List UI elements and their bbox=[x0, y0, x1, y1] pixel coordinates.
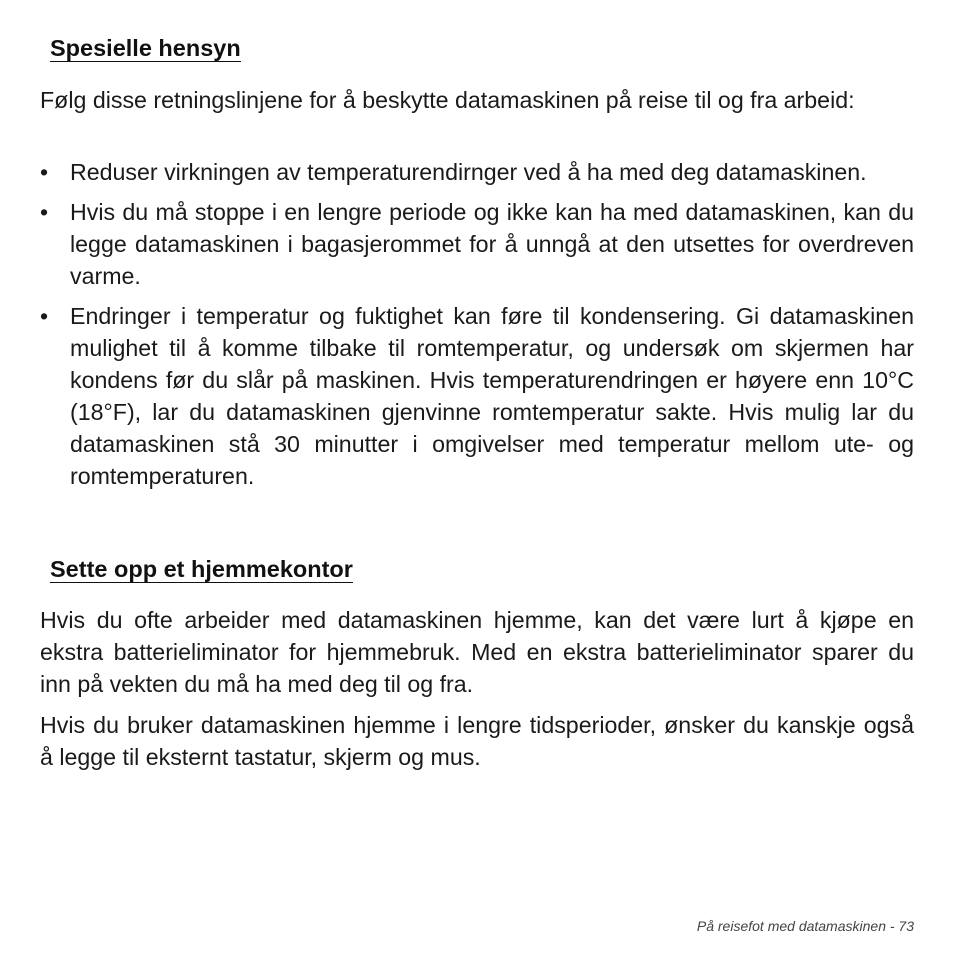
body-paragraph: Hvis du bruker datamaskinen hjemme i lengre tidsperioder, ønsker du kanskje også å legge til eksternt tastatur, skjerm og mus. bbox=[40, 712, 914, 770]
list-item bbox=[40, 156, 914, 188]
list-item-text: Hvis du må stoppe i en lengre periode og ikke kan ha med datamaskinen, kan du legge datamaskinen i bagasjerommet for å unngå at den utsettes for overdreven varme. bbox=[70, 199, 914, 289]
list-item bbox=[40, 196, 914, 292]
section-heading-spesielle-hensyn: Spesielle hensyn bbox=[50, 35, 241, 61]
bullet-icon: • bbox=[40, 303, 49, 329]
bullet-icon: • bbox=[40, 199, 49, 225]
body-paragraph: Hvis du ofte arbeider med datamaskinen hjemme, kan det være lurt å kjøpe en ekstra batterieliminator for hjemmebruk. Med en ekstra batterieliminator sparer du inn på vekten du må ha med deg til og fra. bbox=[40, 607, 914, 697]
page-footer: På reisefot med datamaskinen - 73 bbox=[696, 918, 914, 934]
list-item-text: Endringer i temperatur og fuktighet kan føre til kondensering. Gi datamaskinen mulighet til å komme tilbake til romtemperatur, og undersøk om skjermen har kondens før du slår på maskinen. Hvis temperaturendringen er høyere enn 10°C (18°F), lar du datamaskinen gjenvinne romtemperatur sakte. Hvis mulig lar du datamaskinen stå 30 minutter i omgivelser med temperatur mellom ute- og romtemperaturen. bbox=[70, 303, 914, 489]
section-heading-sette-opp-et-hjemmekontor: Sette opp et hjemmekontor bbox=[50, 556, 353, 582]
intro-paragraph: Følg disse retningslinjene for å beskytte datamaskinen på reise til og fra arbeid: bbox=[40, 87, 855, 113]
list-item-text: Reduser virkningen av temperaturendirnger ved å ha med deg datamaskinen. bbox=[70, 159, 867, 185]
bullet-icon: • bbox=[40, 159, 49, 185]
bullet-list bbox=[40, 156, 914, 500]
list-item bbox=[40, 300, 914, 492]
